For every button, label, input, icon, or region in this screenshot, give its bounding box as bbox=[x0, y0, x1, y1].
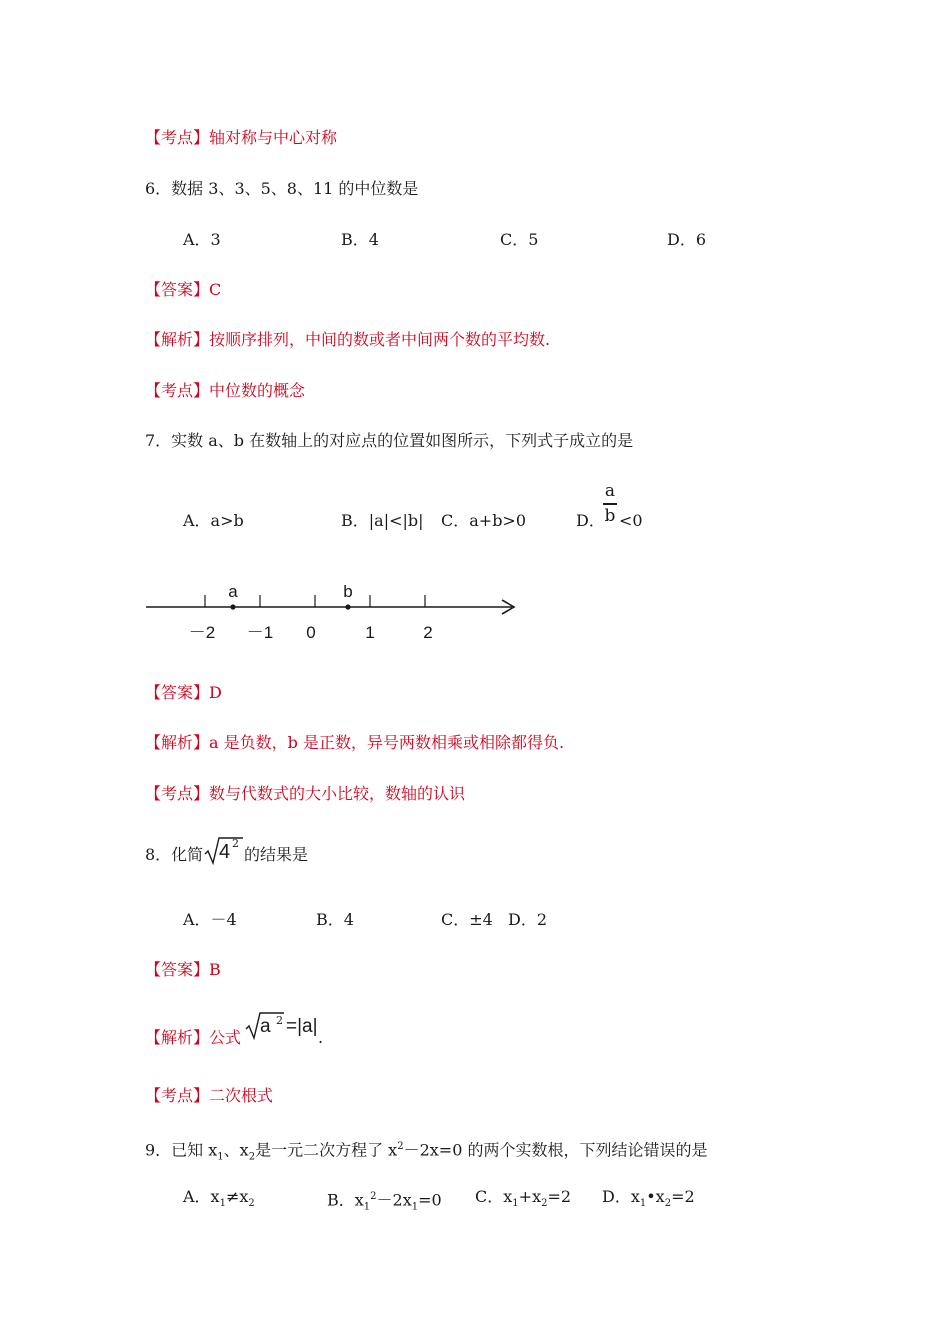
q9-text: 是一元二次方程了 x bbox=[255, 1140, 398, 1160]
fraction-bar bbox=[603, 503, 617, 505]
kaodian-text: 二次根式 bbox=[209, 1086, 274, 1105]
q6-question: 6．数据 3、3、5、8、11 的中位数是 bbox=[145, 179, 419, 198]
formula-exponent: 2 bbox=[276, 1014, 283, 1027]
option-text: C．x bbox=[475, 1187, 513, 1206]
fraction-numerator: a bbox=[604, 481, 616, 501]
q7-answer bbox=[145, 682, 222, 704]
answer-tag: 【答案】 bbox=[145, 960, 210, 979]
q6-option-b: B．4 bbox=[341, 230, 379, 249]
option-text: =2 bbox=[671, 1187, 695, 1206]
kaodian-text: 轴对称与中心对称 bbox=[209, 128, 338, 147]
option-text: +x bbox=[518, 1187, 542, 1206]
jiexi-tag: 【解析】 bbox=[145, 1028, 210, 1047]
q5-kaodian bbox=[145, 127, 337, 149]
subscript: 1 bbox=[217, 1151, 224, 1163]
option-text: ≠x bbox=[225, 1187, 249, 1206]
q9-text: 9．已知 x bbox=[145, 1140, 218, 1160]
q7-option-d-rest: <0 bbox=[619, 511, 643, 530]
subscript: 1 bbox=[639, 1198, 647, 1210]
sqrt-radicand: 4 bbox=[219, 841, 231, 863]
option-text: D．x bbox=[602, 1187, 640, 1206]
q8-kaodian bbox=[145, 1085, 273, 1107]
answer-text: C bbox=[209, 280, 222, 299]
answer-tag: 【答案】 bbox=[145, 683, 210, 702]
subscript: 2 bbox=[248, 1198, 255, 1210]
q9-question bbox=[145, 1136, 707, 1169]
q7-question: 7．实数 a、b 在数轴上的对应点的位置如图所示，下列式子成立的是 bbox=[145, 431, 634, 450]
option-text: B．x bbox=[327, 1190, 364, 1210]
q8-option-c: C．±4 bbox=[441, 910, 493, 929]
q8-jiexi bbox=[145, 1027, 241, 1049]
number-line-figure bbox=[140, 575, 530, 650]
option-text: －2x bbox=[376, 1190, 412, 1210]
point-b-dot bbox=[345, 604, 350, 609]
kaodian-text: 中位数的概念 bbox=[209, 381, 306, 400]
kaodian-tag: 【考点】 bbox=[145, 1086, 210, 1105]
q7-option-a: A．a>b bbox=[183, 511, 244, 530]
subscript: 2 bbox=[248, 1151, 256, 1163]
tick-label: －2 bbox=[188, 623, 216, 642]
formula-radicand: a bbox=[260, 1016, 271, 1037]
answer-text: D bbox=[209, 683, 222, 702]
point-a-dot bbox=[230, 604, 235, 609]
q9-option-c bbox=[475, 1186, 571, 1215]
q7-option-b: B．|a|<|b| bbox=[341, 511, 424, 530]
point-a-label: a bbox=[228, 582, 238, 601]
q8-option-a: A．－4 bbox=[183, 910, 237, 929]
q9-option-d bbox=[602, 1186, 695, 1215]
kaodian-tag: 【考点】 bbox=[145, 128, 210, 147]
kaodian-tag: 【考点】 bbox=[145, 784, 210, 803]
subscript: 1 bbox=[219, 1198, 226, 1210]
q7-kaodian bbox=[145, 783, 465, 805]
q6-option-d: D．6 bbox=[667, 230, 707, 249]
sqrt-exponent: 2 bbox=[232, 837, 239, 850]
subscript: 2 bbox=[664, 1198, 672, 1210]
jiexi-text: 按顺序排列，中间的数或者中间两个数的平均数. bbox=[209, 330, 551, 349]
option-text: A．x bbox=[183, 1187, 220, 1206]
formula-rhs: =|a| bbox=[286, 1016, 318, 1037]
q8-answer bbox=[145, 959, 221, 981]
q6-option-c: C．5 bbox=[500, 230, 539, 249]
answer-tag: 【答案】 bbox=[145, 280, 210, 299]
q8-option-d: D．2 bbox=[508, 910, 548, 929]
q9-option-b bbox=[327, 1186, 442, 1219]
jiexi-tag: 【解析】 bbox=[145, 733, 210, 752]
jiexi-tag: 【解析】 bbox=[145, 330, 210, 349]
tick-label: －1 bbox=[246, 623, 274, 642]
fraction-denominator: b bbox=[604, 506, 616, 526]
option-text: =2 bbox=[547, 1187, 572, 1206]
kaodian-tag: 【考点】 bbox=[145, 381, 210, 400]
point-b-label: b bbox=[343, 582, 353, 601]
q6-jiexi bbox=[145, 329, 550, 351]
option-text: •x bbox=[646, 1187, 665, 1206]
tick-label: 1 bbox=[365, 623, 375, 642]
subscript: 1 bbox=[411, 1201, 419, 1213]
q9-text: －2x=0 的两个实数根，下列结论错误的是 bbox=[403, 1140, 708, 1160]
q6-option-a: A．3 bbox=[183, 230, 221, 249]
subscript: 2 bbox=[541, 1198, 548, 1210]
tick-label: 2 bbox=[423, 623, 433, 642]
q6-kaodian bbox=[145, 380, 305, 402]
q7-option-c: C．a+b>0 bbox=[441, 511, 527, 530]
q7-jiexi bbox=[145, 732, 564, 754]
subscript: 1 bbox=[363, 1201, 371, 1213]
q7-option-d: D． bbox=[576, 511, 605, 530]
formula-end: . bbox=[318, 1028, 324, 1047]
q9-text: 、x bbox=[223, 1140, 249, 1160]
q8-option-b: B．4 bbox=[316, 910, 354, 929]
answer-text: B bbox=[209, 960, 221, 979]
superscript: 2 bbox=[397, 1141, 404, 1152]
tick-label: 0 bbox=[306, 623, 316, 642]
jiexi-text: 公式 bbox=[209, 1028, 242, 1047]
kaodian-text: 数与代数式的大小比较，数轴的认识 bbox=[209, 784, 466, 803]
subscript: 1 bbox=[512, 1198, 519, 1210]
option-text: =0 bbox=[418, 1190, 442, 1210]
superscript: 2 bbox=[370, 1191, 377, 1202]
q8-question-post: 的结果是 bbox=[244, 845, 309, 864]
q8-question-pre: 8．化简 bbox=[145, 845, 204, 864]
q6-answer bbox=[145, 279, 221, 301]
q9-option-a bbox=[183, 1186, 255, 1215]
jiexi-text: a 是负数，b 是正数，异号两数相乘或相除都得负. bbox=[209, 733, 565, 752]
